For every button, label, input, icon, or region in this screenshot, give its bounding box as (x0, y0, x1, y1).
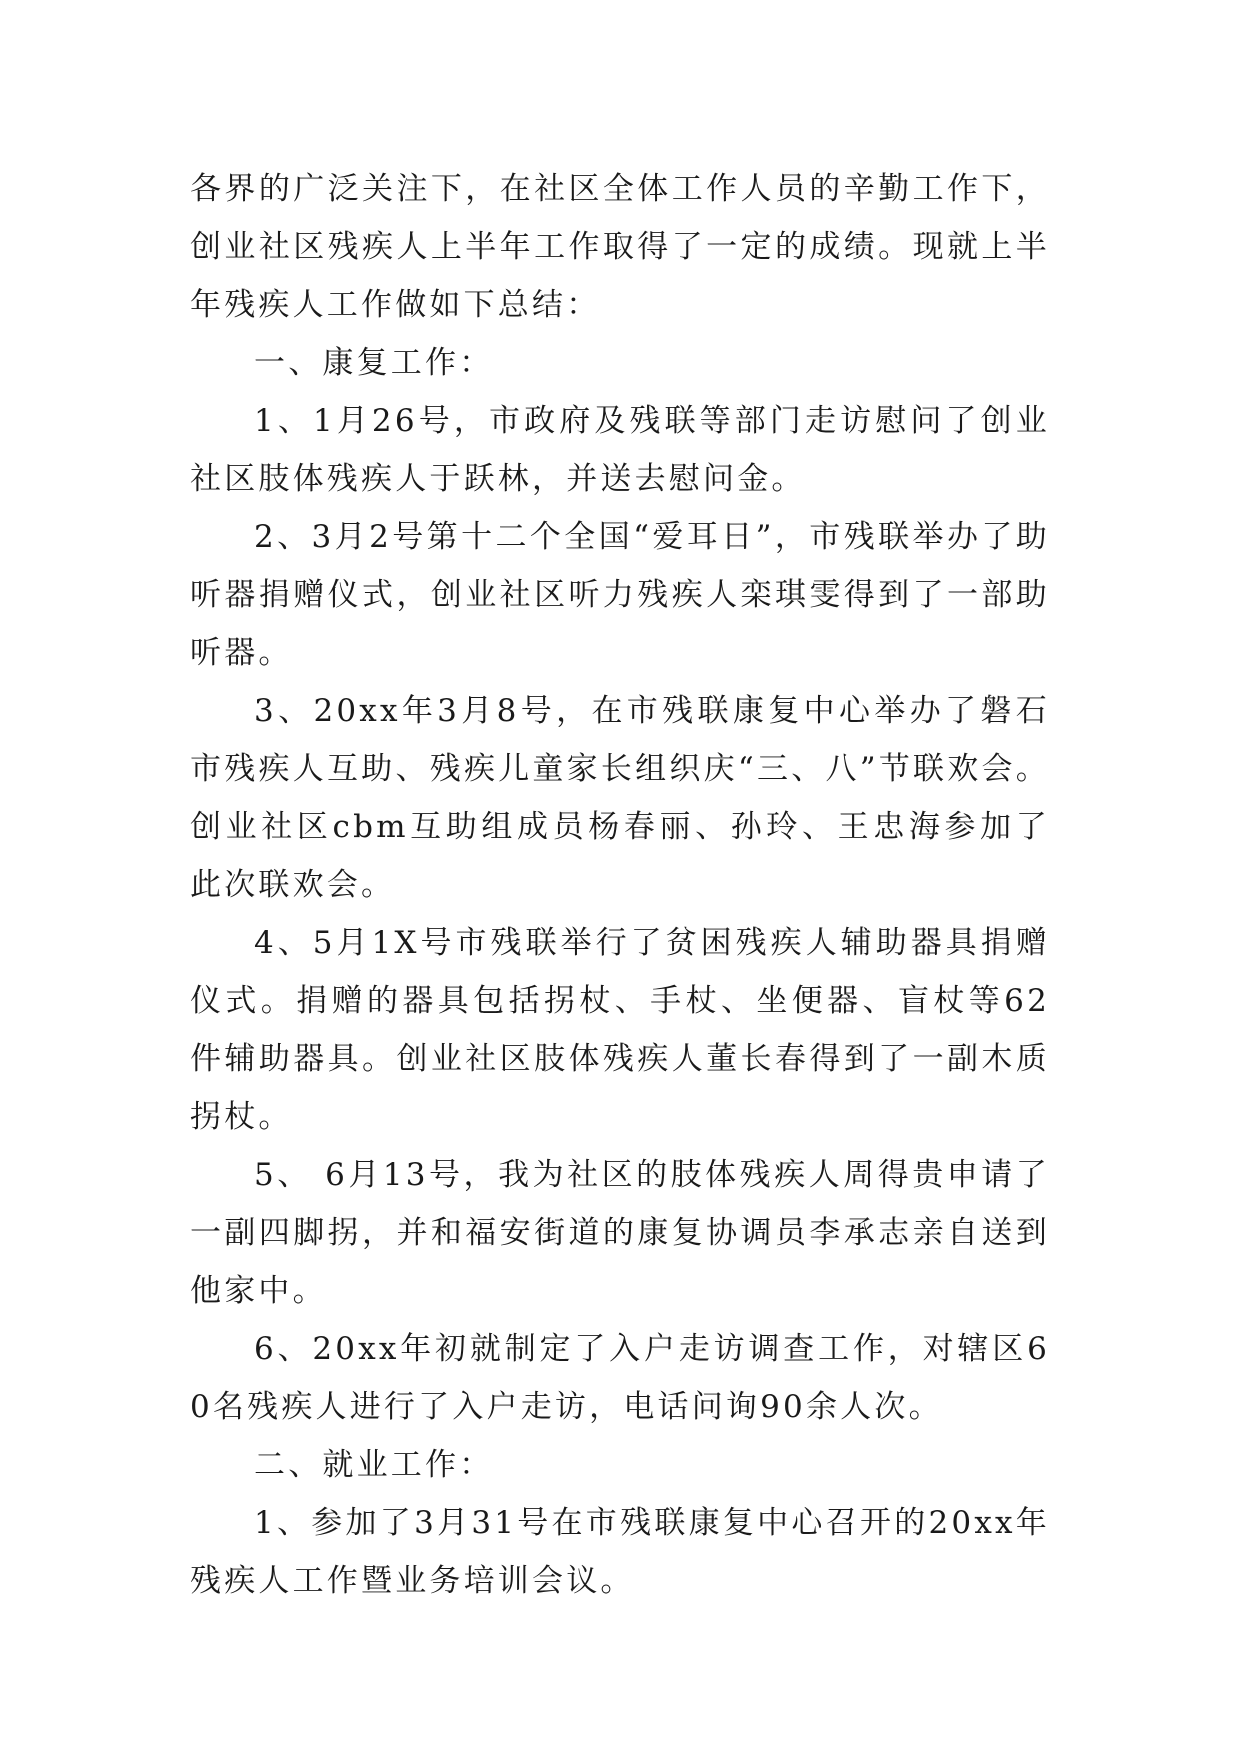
list-item: 2、3月2号第十二个全国“爱耳日”，市残联举办了助听器捐赠仪式，创业社区听力残疾人栾琪雯得到了一部助听器。 (190, 519, 1050, 671)
document-body (190, 160, 1050, 1610)
list-item: 4、5月1X号市残联举行了贫困残疾人辅助器具捐赠仪式。捐赠的器具包括拐杖、手杖、坐便器、盲杖等62件辅助器具。创业社区肢体残疾人董长春得到了一副木质拐杖。 (190, 925, 1050, 1135)
list-item: 3、20xx年3月8号，在市残联康复中心举办了磐石市残疾人互助、残疾儿童家长组织庆“三、八”节联欢会。创业社区cbm互助组成员杨春丽、孙玲、王忠海参加了此次联欢会。 (190, 693, 1050, 903)
paragraph-intro: 各界的广泛关注下，在社区全体工作人员的辛勤工作下，创业社区残疾人上半年工作取得了一定的成绩。现就上半年残疾人工作做如下总结： (190, 171, 1050, 323)
section-heading-rehabilitation: 一、康复工作： (254, 345, 494, 381)
list-item: 5、 6月13号，我为社区的肢体残疾人周得贵申请了一副四脚拐，并和福安街道的康复协调员李承志亲自送到他家中。 (190, 1157, 1050, 1309)
list-item: 6、20xx年初就制定了入户走访调查工作，对辖区60名残疾人进行了入户走访，电话问询90余人次。 (190, 1331, 1050, 1425)
list-item: 1、参加了3月31号在市残联康复中心召开的20xx年残疾人工作暨业务培训会议。 (190, 1505, 1050, 1599)
section-heading-employment: 二、就业工作： (254, 1447, 494, 1483)
list-item: 1、1月26号，市政府及残联等部门走访慰问了创业社区肢体残疾人于跃林，并送去慰问金。 (190, 403, 1050, 497)
